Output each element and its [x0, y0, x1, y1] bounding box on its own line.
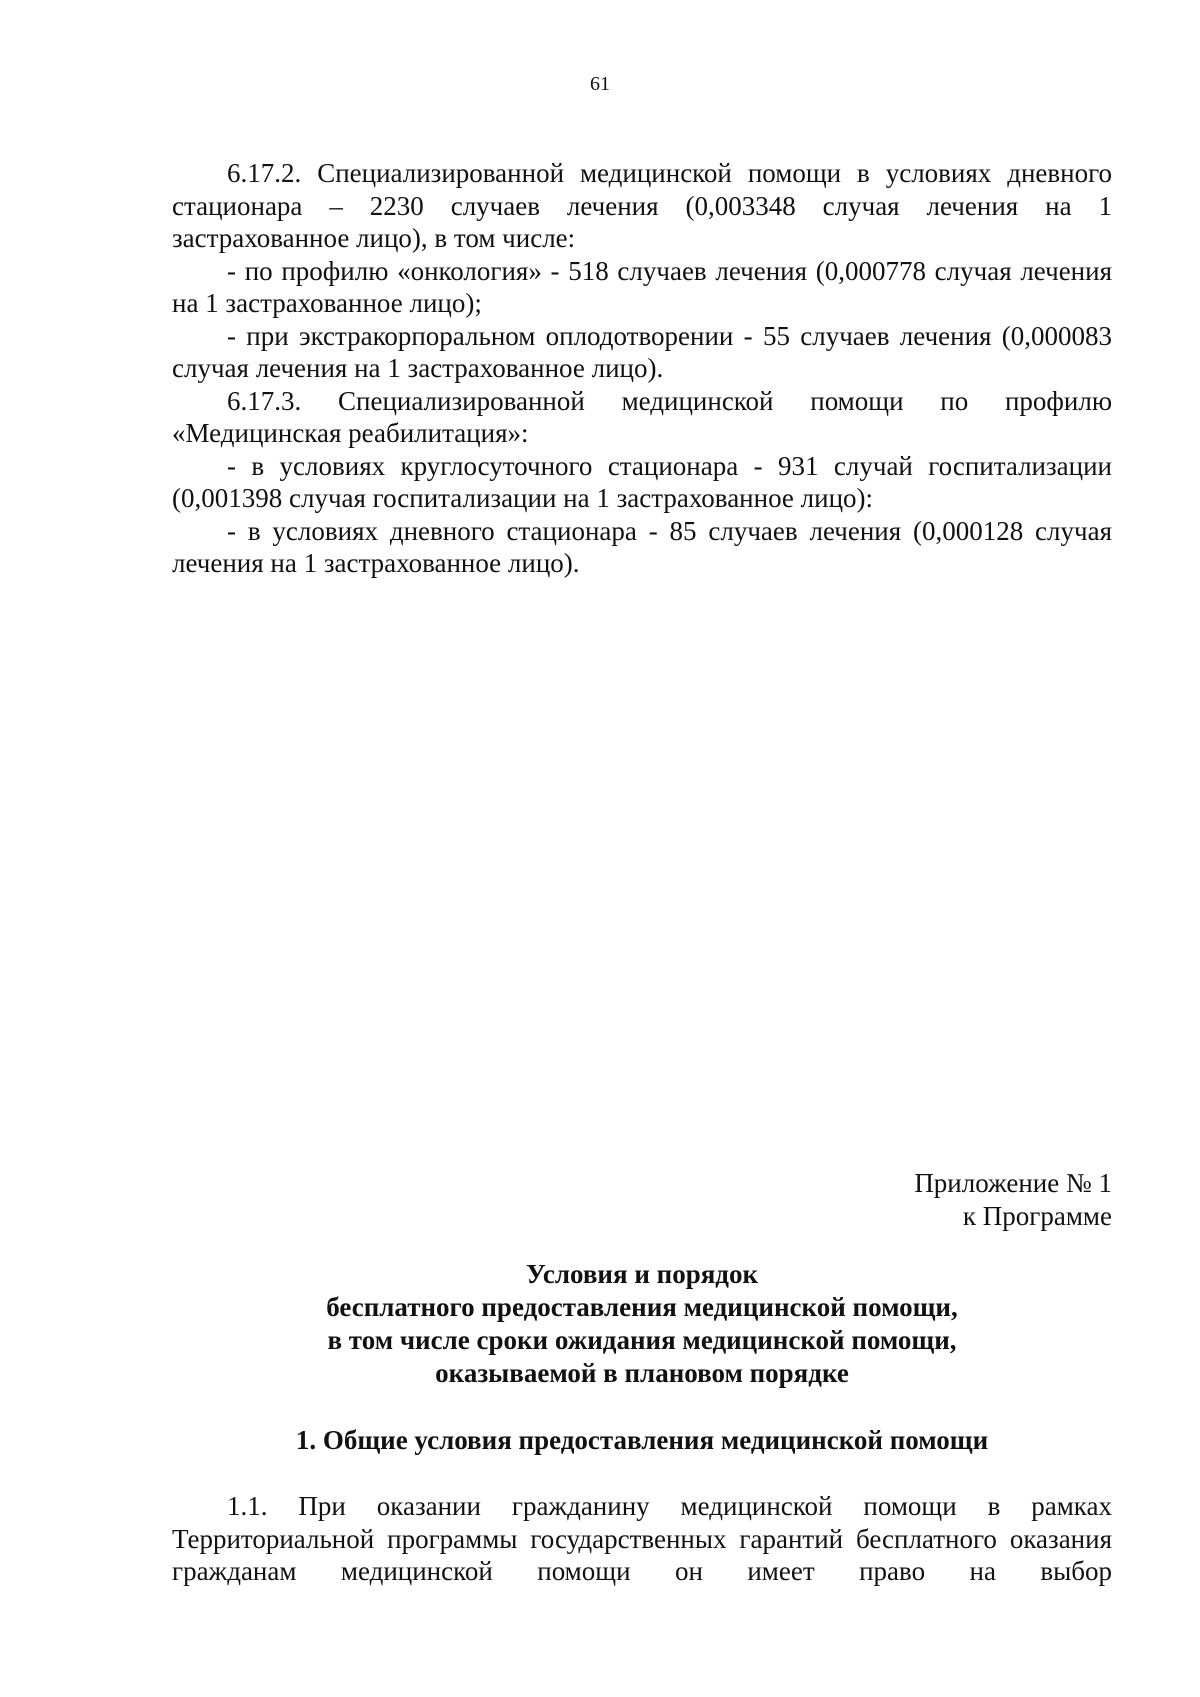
paragraph-1-1: 1.1. При оказании гражданину медицинской помощи в рамках Территориальной программы государственных гарантий бесплатного оказания гражданам медицинской помощи он имеет право на выбор	[172, 1491, 1112, 1586]
annex-line-1: Приложение № 1	[914, 1168, 1112, 1198]
section-body	[172, 1490, 1112, 1588]
document-heading	[172, 1258, 1112, 1390]
paragraph-6-17-3: 6.17.3. Специализированной медицинской помощи по профилю «Медицинская реабилитация»:	[172, 385, 1112, 448]
paragraph-6-17-2: 6.17.2. Специализированной медицинской помощи в условиях дневного стационара – 2230 случаев лечения (0,003348 случая лечения на 1 застрахованное лицо), в том числе:	[172, 158, 1112, 253]
page-number: 61	[590, 73, 610, 95]
heading-line-1: Условия и порядок	[525, 1259, 759, 1289]
heading-line-4: оказываемой в плановом порядке	[435, 1358, 849, 1388]
paragraph-ivf: - при экстракорпоральном оплодотворении - 55 случаев лечения (0,000083 случая лечения на 1 застрахованное лицо).	[172, 320, 1112, 383]
heading-line-2: бесплатного предоставления медицинской помощи,	[326, 1292, 958, 1322]
paragraph-day-hospital: - в условиях дневного стационара - 85 случаев лечения (0,000128 случая лечения на 1 застрахованное лицо).	[172, 515, 1112, 578]
annex-reference	[914, 1167, 1112, 1233]
section-heading: 1. Общие условия предоставления медицинской помощи	[295, 1425, 989, 1455]
body-text-block	[172, 157, 1112, 580]
paragraph-oncology: - по профилю «онкология» - 518 случаев лечения (0,000778 случая лечения на 1 застрахованное лицо);	[172, 255, 1112, 318]
annex-line-2: к Программе	[962, 1201, 1112, 1231]
paragraph-round-the-clock: - в условиях круглосуточного стационара - 931 случай госпитализации (0,001398 случая госпитализации на 1 застрахованное лицо):	[172, 450, 1112, 513]
heading-line-3: в том числе сроки ожидания медицинской помощи,	[327, 1325, 957, 1355]
